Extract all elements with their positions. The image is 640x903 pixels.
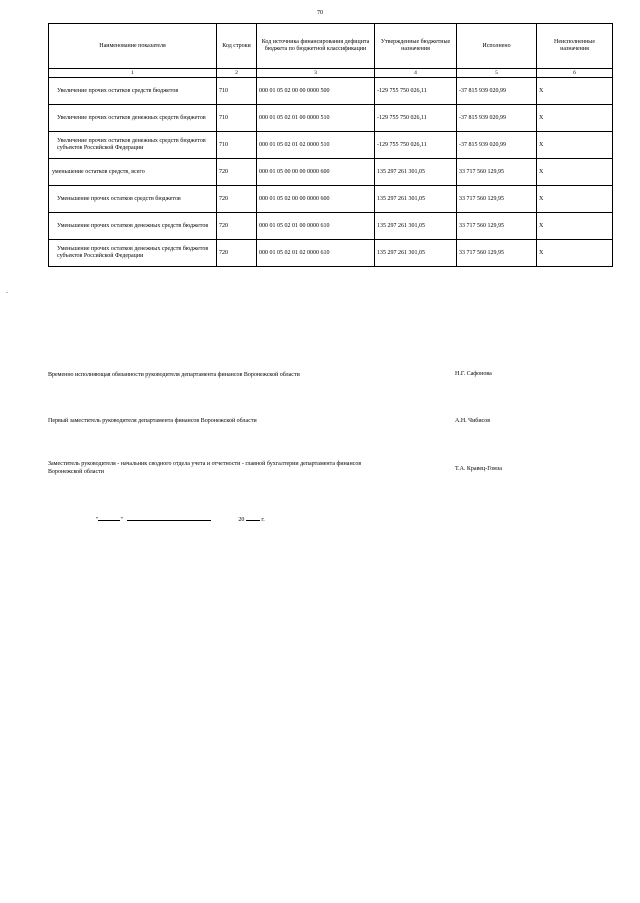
row-indicator-name: Уменьшение прочих остатков денежных средств бюджетов bbox=[49, 213, 217, 240]
column-number: 6 bbox=[537, 69, 613, 78]
table-row bbox=[49, 186, 613, 213]
row-executed: -37 815 939 020,99 bbox=[457, 105, 537, 132]
row-indicator-name: Увеличение прочих остатков денежных средств бюджетов субъектов Российской Федерации bbox=[49, 132, 217, 159]
header-approved: Утвержденные бюджетные назначения bbox=[375, 24, 457, 69]
table-header-row bbox=[49, 24, 613, 69]
signature-name-acting-head: Н.Г. Сафонова bbox=[455, 371, 492, 377]
year-blank bbox=[246, 514, 260, 521]
row-code: 710 bbox=[217, 78, 257, 105]
row-unexecuted: X bbox=[537, 105, 613, 132]
row-code: 710 bbox=[217, 132, 257, 159]
column-number: 1 bbox=[49, 69, 217, 78]
row-approved: 135 297 261 301,05 bbox=[375, 240, 457, 267]
row-approved: 135 297 261 301,05 bbox=[375, 213, 457, 240]
column-number: 3 bbox=[257, 69, 375, 78]
signature-name-first-deputy: А.Н. Чибисов bbox=[455, 418, 491, 424]
signature-name-chief-accountant: Т.А. Кравец-Гомза bbox=[455, 466, 502, 472]
row-code: 720 bbox=[217, 240, 257, 267]
row-code: 720 bbox=[217, 213, 257, 240]
column-number: 2 bbox=[217, 69, 257, 78]
row-unexecuted: X bbox=[537, 78, 613, 105]
table-row bbox=[49, 105, 613, 132]
row-indicator-name: уменьшение остатков средств, всего bbox=[49, 159, 217, 186]
signature-title-chief-accountant: Заместитель руководителя - начальник сводного отдела учета и отчетности - главной бухгалтерии департамента финансов Воронежской области bbox=[48, 461, 362, 476]
margin-mark bbox=[6, 292, 8, 293]
report-table bbox=[48, 23, 613, 267]
row-code: 710 bbox=[217, 105, 257, 132]
row-unexecuted: X bbox=[537, 213, 613, 240]
row-executed: 33 717 560 129,95 bbox=[457, 186, 537, 213]
date-open-quote: " bbox=[96, 517, 99, 523]
header-unexecuted: Неисполненные назначения bbox=[537, 24, 613, 69]
header-executed: Исполнено bbox=[457, 24, 537, 69]
row-source-code: 000 01 05 02 01 00 0000 610 bbox=[257, 213, 375, 240]
row-approved: -129 755 750 026,11 bbox=[375, 132, 457, 159]
column-number-row bbox=[49, 69, 613, 78]
table-row bbox=[49, 159, 613, 186]
row-source-code: 000 01 05 02 00 00 0000 500 bbox=[257, 78, 375, 105]
row-source-code: 000 01 05 02 01 02 0000 610 bbox=[257, 240, 375, 267]
header-source-code: Код источника финансирования дефицита бюджета по бюджетной классификации bbox=[257, 24, 375, 69]
month-blank bbox=[127, 514, 211, 521]
year-suffix: г. bbox=[261, 517, 265, 523]
table-row bbox=[49, 240, 613, 267]
row-executed: -37 815 939 020,99 bbox=[457, 132, 537, 159]
row-source-code: 000 01 05 02 00 00 0000 600 bbox=[257, 186, 375, 213]
row-unexecuted: X bbox=[537, 240, 613, 267]
row-source-code: 000 01 05 00 00 00 0000 600 bbox=[257, 159, 375, 186]
date-line bbox=[96, 514, 265, 523]
row-indicator-name: Увеличение прочих остатков денежных средств бюджетов bbox=[49, 105, 217, 132]
year-prefix: 20 bbox=[238, 517, 245, 523]
page-number: 70 bbox=[317, 10, 323, 16]
table-row bbox=[49, 213, 613, 240]
row-approved: 135 297 261 301,05 bbox=[375, 159, 457, 186]
header-row-code: Код строки bbox=[217, 24, 257, 69]
row-unexecuted: X bbox=[537, 159, 613, 186]
column-number: 4 bbox=[375, 69, 457, 78]
row-executed: 33 717 560 129,95 bbox=[457, 159, 537, 186]
row-source-code: 000 01 05 02 01 02 0000 510 bbox=[257, 132, 375, 159]
row-executed: 33 717 560 129,95 bbox=[457, 240, 537, 267]
row-indicator-name: Уменьшение прочих остатков денежных средств бюджетов субъектов Российской Федерации bbox=[49, 240, 217, 267]
date-close-quote: " bbox=[120, 517, 123, 523]
row-code: 720 bbox=[217, 186, 257, 213]
header-indicator-name: Наименование показателя bbox=[49, 24, 217, 69]
row-indicator-name: Увеличение прочих остатков средств бюджетов bbox=[49, 78, 217, 105]
signature-title-first-deputy: Первый заместитель руководителя департамента финансов Воронежской области bbox=[48, 418, 257, 424]
table-row bbox=[49, 78, 613, 105]
row-source-code: 000 01 05 02 01 00 0000 510 bbox=[257, 105, 375, 132]
row-unexecuted: X bbox=[537, 132, 613, 159]
column-number: 5 bbox=[457, 69, 537, 78]
row-approved: 135 297 261 301,05 bbox=[375, 186, 457, 213]
row-approved: -129 755 750 026,11 bbox=[375, 78, 457, 105]
row-unexecuted: X bbox=[537, 186, 613, 213]
row-code: 720 bbox=[217, 159, 257, 186]
row-approved: -129 755 750 026,11 bbox=[375, 105, 457, 132]
row-indicator-name: Уменьшение прочих остатков средств бюджетов bbox=[49, 186, 217, 213]
day-blank bbox=[98, 514, 123, 523]
row-executed: 33 717 560 129,95 bbox=[457, 213, 537, 240]
row-executed: -37 815 939 020,99 bbox=[457, 78, 537, 105]
table-row bbox=[49, 132, 613, 159]
signature-title-acting-head: Временно исполняющая обязанности руководителя департамента финансов Воронежской области bbox=[48, 372, 300, 378]
